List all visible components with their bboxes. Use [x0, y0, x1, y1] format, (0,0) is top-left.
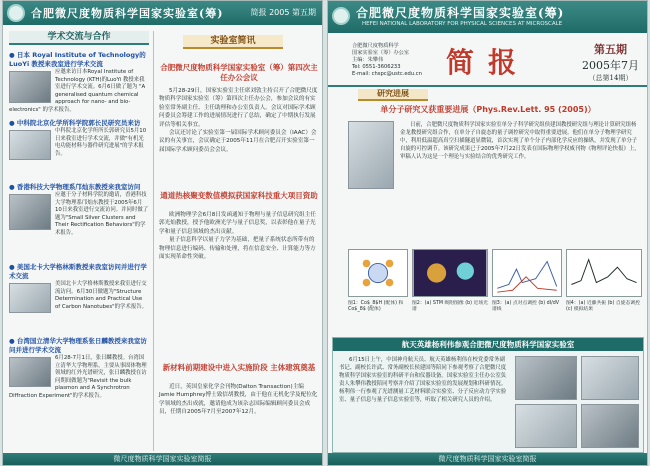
news-body: 6月28-7月1日，张日麟教授。台湾国立清华大学物理系，主要从事固体物理领域的红外光谱研究，张日麟教授在访问期间做题为"Revisit the bulk plasmon and A Synchrotron Diffraction Experiment"的学术报告。 [9, 355, 147, 399]
contact-line: E-mail: chspc@ustc.edu.cn [352, 71, 422, 77]
kondo-plot-icon [567, 250, 641, 296]
right-masthead [328, 1, 647, 33]
third-body [159, 383, 319, 417]
lab-logo-icon [7, 4, 25, 22]
news-body: 应邀于分子材料学院的邀请，香港科技大学物理系邝灿东教授于2005年6月10日来我室进行交流访问。并同时做了题为"Small Silver Clusters and Their Rectification Behaviors"的学术报告。 [55, 192, 149, 236]
event-body [339, 356, 509, 404]
issue-total: （总第14期） [588, 74, 633, 82]
news-item [9, 263, 149, 313]
left-footer: 微尺度物质科学国家实验室简报 [3, 453, 322, 465]
news-photo [9, 130, 51, 160]
figure-stm [412, 249, 488, 297]
contact-line: Tel: 0551-3606233 [352, 64, 401, 70]
news-body: 应邀来访日本Royal Institute of Technology (KTH)的LuoYi 教授来我室进行学术交流。6月6日做了题为 "A generalised quantum chemical approach for nano- and bio-electronics" 的学术报告。 [9, 69, 146, 113]
second-body [159, 211, 319, 261]
figure-caption: 图3：(a) 点对点调控 (b) dI/dV 谱线 [492, 301, 560, 313]
stm-image-icon [413, 250, 487, 296]
event-photo [581, 356, 639, 400]
news-photo [9, 194, 51, 230]
paper-body [400, 121, 640, 161]
brief-headline: 合肥微尺度物质科学国家实验室（筹）第四次主任办公会议 [160, 63, 318, 82]
contact-line: 主编：朱攀伟 [352, 57, 384, 63]
figure-spectra [492, 249, 562, 297]
event-headline: 航天英雄杨利伟参观合肥微尺度物质科学国家实验室 [333, 338, 643, 351]
second-headline: 通道热核聚变数值模拟获国家科技重大项目资助 [160, 191, 318, 200]
event-paragraph: 6月15日上午，中国神舟航天员、航天英雄杨利伟在校党委常务副书记、副校长许武、常务副校长侯建国等陪同下参观考察了合肥微尺度物质科学国家实验室的科研平台和仪器设备。国家实验室主任办公室负责人朱攀伟教授陪同考察并介绍了国家实验室的发展规划和科研情况。杨利伟一行参观了光谱测量工艺材料联合实验室、分子反应动力学实验室、量子信息与量子信息实验室等，听取了相关研究人员的介绍。 [339, 357, 507, 403]
news-headline: ● 台湾国立清华大学物理系张日麟教授来我室访问并进行学术交流 [9, 337, 147, 354]
molecule-icon [349, 250, 407, 296]
brief-paragraph: 会议还讨论了实验室第一届国际学术顾问委员会（IAAC）会议的有关事宜，会议确定于2005年11月在合肥召开实验室第一届国际学术顾问委员会会议。 [159, 130, 317, 153]
figure-caption: 图1：Co$_8$H (配体) 和 Co$_8$ (配体) [348, 301, 404, 313]
news-headline: ● 日本 Royal Institute of Technology的LuoYi 教授来我室进行学术交流 [9, 51, 146, 68]
event-photo [515, 404, 577, 448]
brief-paragraph: 5月28-29日，国家实验室主任席刘敦主持召开了合肥微尺度物质科学国家实验室（筹）第四次主任办公会，参加会议的有实验室常务副主任、主任助理和办公室负责人。会议对国际学术顾问委员会筹建工作的进展情况进行了总结，确定了中期执行发展评估等相关事宜。 [159, 88, 318, 128]
lab-logo-icon [332, 7, 350, 25]
issue-date: 2005年7月 [582, 59, 639, 72]
news-item [9, 119, 149, 160]
contact-block [352, 43, 427, 78]
section-title-exchange: 学术交流与合作 [9, 31, 149, 45]
second-paragraph: 量子信息科学以量子力学为基础，把量子系统状态所带有的物理信息进行编码、传输和处理，将在信息安全、计算能力等方面实现革命性突破。 [159, 237, 316, 261]
left-page [2, 0, 323, 466]
news-body: 中科院北京化学所所长郭研究员5月10日来我室进行学术交流，并做"有机光电功能材料与器件研究进展"的学术报告。 [55, 128, 147, 157]
third-headline: 新材料前期建设中进入实施阶段 主体建筑奠基 [162, 363, 316, 372]
spectra-plot-icon [493, 250, 561, 296]
news-body: 美国北卡大学格林斯教授来我室进行交流访问。6月30日做题为"Structure Determination and Practical Use of Carbon Nanotubes"的学术报告。 [55, 281, 147, 310]
issue-box [582, 41, 639, 83]
section-title-brief: 实验室简讯 [183, 35, 283, 49]
news-headline: ● 中科院北京化学所科学院郭长民研究员来访 [9, 119, 141, 127]
figure-caption: 图2：(a) STM 吸附图像 (b) 近场光谱 [412, 301, 488, 313]
figure-row [348, 249, 643, 299]
masthead-title: 合肥微尺度物质科学国家实验室(筹) [31, 7, 224, 20]
column-divider [153, 31, 154, 451]
news-photo [9, 357, 51, 387]
third-paragraph: 近日，英国皇家化学会刊物(Dalton Transaction)主编Jamie Humphrey博士致信胡教授，由于他在无机化学及配位化学领域的杰出成就，邀请他成为该杂志国际编辑顾问委员会成员，任期自2005年7月至2007年12月。 [159, 384, 318, 416]
news-headline: ● 美国北卡大学格林斯教授来我室访问并进行学术交流 [9, 263, 147, 280]
paper-paragraph: 日前，合肥微尺度物质科学国家实验室单分子科学研究组侯建国教授研究组与理论计算研究组杨金龙教授研究组合作，在单分子自旋态的量子调控研究中取得重要进展。他们在单分子物理学研究中，利用低温超高真空扫描隧道显微镜，首次实现了单个分子内部化学反应的操纵，并发现了单分子自旋的可控调节。该研究成果已于2005年7月22日发表在国际物理学权威刊物《物理评论快报》上，审稿人认为这是一个理论与实验结合的优秀研究工作。 [400, 122, 640, 160]
title-rule [328, 85, 647, 87]
contact-line: 国家实验室（筹）办公室 [352, 50, 410, 56]
paper-headline: 单分子研究又获重要进展（Phys.Rev.Lett. 95 (2005)） [380, 105, 596, 114]
event-box [332, 337, 644, 453]
brief-body [159, 87, 319, 154]
event-photo [581, 404, 639, 448]
figure-caption: 图4：(a) 近藤共振 (b) 自旋态调控 (c) 模拟结果 [566, 301, 640, 313]
news-photo [9, 283, 51, 313]
right-footer: 微尺度物质科学国家实验室简报 [328, 453, 647, 465]
masthead-english: HEFEI NATIONAL LABORATORY FOR PHYSICAL SCIENCES AT MICROSCALE [362, 21, 563, 27]
newsletter-title: 简报 [446, 46, 531, 79]
issue-number: 第五期 [594, 43, 627, 56]
contact-line: 合肥微尺度物质科学 [352, 43, 399, 49]
section-title-research: 研究进展 [358, 89, 428, 101]
news-item [9, 337, 149, 401]
masthead-title: 合肥微尺度物质科学国家实验室(筹) [356, 6, 565, 20]
research-photo [348, 121, 394, 189]
figure-molecule [348, 249, 408, 297]
news-item [9, 51, 149, 115]
left-masthead [3, 1, 322, 25]
right-page [327, 0, 648, 466]
news-item [9, 183, 149, 238]
event-photo [515, 356, 577, 400]
news-headline: ● 香港科技大学物理系邝灿东教授来我室访问 [9, 183, 141, 191]
news-photo [9, 71, 51, 103]
second-paragraph: 欧洲物理学会6月8日发函通知于物理与量子信息研究组主任郭光灿教授，授予他欧洲光学与量子信息奖，以表彰他在量子光学和量子信息领域的杰出贡献。 [159, 212, 316, 235]
issue-label: 简报 2005 第五期 [250, 8, 316, 17]
figure-kondo [566, 249, 642, 297]
